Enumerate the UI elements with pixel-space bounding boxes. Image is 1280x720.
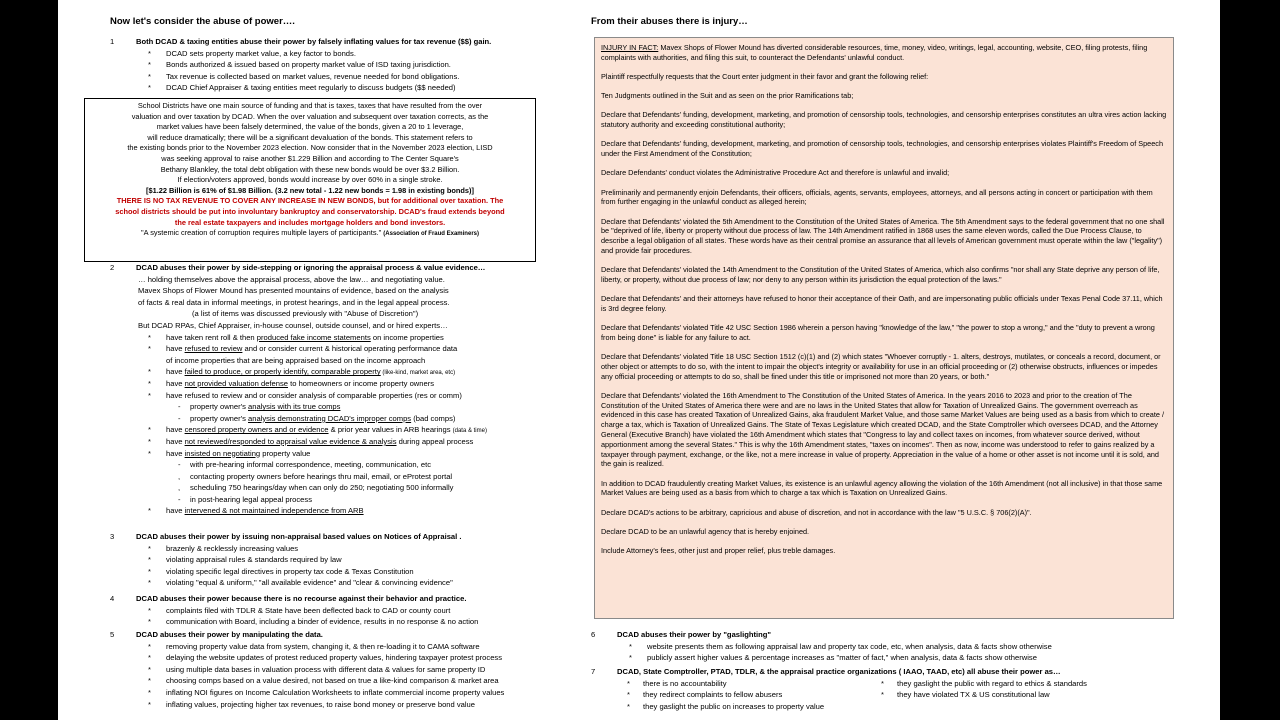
bullet-icon: * — [148, 566, 151, 576]
section-number: 3 — [110, 532, 115, 541]
bullet-icon: * — [148, 436, 151, 446]
section-line: (a list of items was discussed previously with "Abuse of Discretion") — [192, 309, 419, 319]
relief-paragraph: Ten Judgments outlined in the Suit and as seen on the prior Ramifications tab; — [601, 91, 854, 101]
section-number: 6 — [591, 630, 596, 639]
bullet-icon: * — [627, 701, 630, 711]
injury-label: INJURY IN FACT: — [601, 43, 659, 52]
section-3 — [110, 531, 580, 589]
bullet-icon: * — [148, 699, 151, 709]
injury-paragraph — [601, 43, 1167, 63]
box-line: the existing bonds prior to the November 2023 election. Now consider that in the November 2023 election, LISD — [127, 143, 493, 153]
left-heading: Now let's consider the abuse of power…. — [110, 16, 295, 27]
bullet-text: they gaslight the public on increases to property value — [643, 701, 825, 711]
bullet-text: inflating NOI figures on Income Calculation Worksheets to inflate commercial income property values — [166, 687, 505, 697]
bullet-text: brazenly & recklessly increasing values — [166, 543, 299, 553]
bullet-text: DCAD Chief Appraiser & taxing entities meet regularly to discuss budgets ($$ needed) — [166, 83, 456, 93]
relief-paragraph: Declare that Defendants' funding, development, marketing, and promotion of censorship tools, technologies, and censorship enterprises constitutes an ultra vires action lacking statutory authority and exceeding constitutional authority; — [601, 110, 1167, 130]
bullet-text: have insisted on negotiating property value — [166, 448, 311, 458]
bullet-text: have refused to review and or consider analysis of comparable properties (res or comm) — [166, 390, 462, 400]
bullet-text: removing property value data from system, changing it, & then re-loading it to CAMA software — [166, 641, 480, 651]
section-5 — [110, 629, 580, 710]
relief-paragraph: Declare that Defendants' and their attorneys have refused to honor their acceptance of their Oath, and are impersonating public officials under Texas Penal Code 37.11, which is 3rd degree felony. — [601, 294, 1163, 313]
bullet-icon: * — [148, 664, 151, 674]
relief-paragraph: Declare that Defendants' violated Title 18 USC Section 1512 (c)(1) and (2) which states "Whoever corruptly - 1. alters, destroys, mutilates, or conceals a record, document, or other object or attempts to do so, with the intent to impair the object's integrity or availability for use in an official proceeding or (2) otherwise obstructs, influences or impedes any official proceeding or attempts to do so, shall be fined under this title or imprisoned not more than 20 years, or both." — [601, 352, 1161, 381]
bullet-icon: * — [148, 425, 151, 435]
section-line: … holding themselves above the appraisal process, above the law… and negotiating value. — [138, 274, 445, 284]
quote-text: "A systemic creation of corruption requires multiple layers of participants." — [141, 228, 382, 238]
dash-icon: - — [178, 460, 181, 470]
bullet-text: violating "equal & uniform," "all available evidence" and "clear & convincing evidence" — [166, 578, 453, 588]
section-7 — [591, 666, 1191, 712]
dash-icon: - — [178, 413, 181, 423]
bullet-text: violating specific legal directives in property tax code & Texas Constitution — [166, 566, 414, 576]
relief-paragraph: Include Attorney's fees, other just and proper relief, plus treble damages. — [601, 545, 836, 555]
bullet-icon: * — [148, 71, 151, 81]
bullet-continuation: of income properties that are being appraised based on the income approach — [166, 355, 426, 365]
bullet-icon: * — [627, 690, 630, 700]
box-line: will reduce dramatically; there will be a significant devaluation of the bonds. This statement refers to — [147, 132, 473, 142]
bullet-text: Tax revenue is collected based on market values, revenue needed for bond obligations. — [166, 71, 460, 81]
section-number: 1 — [110, 37, 115, 46]
bullet-icon: * — [148, 605, 151, 615]
box-line: was seeking approval to raise another $1.229 Billion and according to The Center Square's — [161, 153, 459, 163]
bullet-text: DCAD sets property market value, a key factor to bonds. — [166, 48, 356, 58]
bullet-text: have not reviewed/responded to appraisal value evidence & analysis during appeal process — [166, 436, 474, 446]
bullet-icon: * — [148, 83, 151, 93]
quote-source: (Association of Fraud Examiners) — [383, 231, 479, 238]
section-number: 4 — [110, 594, 115, 603]
box-red-line: school districts should be put into involuntary bankruptcy and conservatorship. DCAD's fraud extends beyond — [115, 206, 505, 216]
bullet-text: have intervened & not maintained independence from ARB — [166, 506, 364, 516]
bullet-icon: * — [148, 617, 151, 627]
sub-bullet-text: property owner's analysis with its true comps — [190, 402, 341, 412]
relief-paragraph: Declare that Defendants' funding, development, marketing, and promotion of censorship tools, technologies, and censorship enterprises violates Plaintiff's Freedom of Speech under the First Amendment of the Constitution; — [601, 139, 1163, 159]
box-red-line: THERE IS NO TAX REVENUE TO COVER ANY INCREASE IN NEW BONDS, but for additional over taxation. The — [116, 196, 504, 206]
bullet-icon: * — [881, 690, 884, 700]
relief-paragraph: Declare that Defendants' violated the 16th Amendment to The Constitution of the United States of America. In the years 2016 to 2023 and prior to the creation of The Constitution of the United States of America there were and are no laws in the United States that allow for Taxation of Unrealized Gains. The government overreach as evidenced in this case has created Taxation of Unrealized Gains, aka fraudulent Market Value, and those same Market Values are being used as a basis from which to create / charge a tax, which is Taxation of Unrealized Gains. The State of Texas Legislature which created DCAD, and the State Comptroller which oversees DCAD, and the Attorney General (Executive Branch) have violated the 16th Amendment which states that "Congress to lay and collect taxes on incomes, from whatever source derived, without apportionment among the several States." This is why the 16th Amendment states, "taxes on incomes". Then as now, income was understood to refer to gains realized by a taxpayer through payment, exchange, or the like, not a mere increase in value of property. Appreciation in the value of a home or other asset is not income until it is sold, and the gain is realized. — [601, 390, 1164, 469]
relief-paragraph: In addition to DCAD fraudulently creating Market Values, its existence is an unlawful agency allowing the violation of the 16th Amendment (not all inclusive) in that those same Market Values are being used as a basis from which to charge a tax which is Taxation on Unrealized Gains. — [601, 478, 1163, 498]
section-title: DCAD abuses their power by "gaslighting" — [617, 630, 772, 639]
bullet-icon: * — [881, 678, 884, 688]
box-line: valuation and over taxation by DCAD. When the over valuation and subsequent over taxation corrects, as the — [131, 111, 489, 121]
sub-bullet-text: in post-hearing legal appeal process — [190, 494, 313, 504]
bullet-text: communication with Board, including a binder of evidence, results in no response & no action — [166, 617, 479, 627]
dash-icon: - — [178, 402, 181, 412]
sub-bullet-text: contacting property owners before hearings thru mail, email, or eProtest portal — [190, 471, 453, 481]
section-title: DCAD abuses their power by issuing non-appraisal based values on Notices of Appraisal . — [136, 532, 462, 541]
bullet-icon: * — [148, 367, 151, 377]
bullet-icon: * — [148, 687, 151, 697]
bullet-icon: * — [148, 543, 151, 553]
bullet-icon: * — [148, 344, 151, 354]
bullet-icon: * — [627, 678, 630, 688]
relief-paragraph: Declare that Defendants' violated the 5th Amendment to the Constitution of the United States of America. The 5th Amendment says to the federal government that no one shall be "deprived of life, liberty or property without due process of law. The 14th Amendment ratified in 1868 uses the same eleven words, called the Due Process Clause, to describe a legal obligation of all states. These words have as their central promise an assurance that all levels of American government must operate within the law ("legality") and provide fair procedures. — [601, 216, 1165, 255]
bullet-icon: * — [148, 60, 151, 70]
section-title: Both DCAD & taxing entities abuse their power by falsely inflating values for tax revenue ($$) gain. — [136, 37, 492, 46]
bullet-text: Bonds authorized & issued based on property market value of ISD taxing jurisdiction. — [166, 60, 451, 70]
box-line: School Districts have one main source of funding and that is taxes, taxes that have resulted from the over — [137, 101, 483, 110]
bullet-text: using multiple data bases in valuation process with different data & values for same property ID — [166, 664, 486, 674]
section-number: 2 — [110, 263, 115, 272]
bullet-text: they gaslight the public with regard to ethics & standards — [897, 678, 1087, 688]
relief-paragraph: Declare that Defendants' violated Title 42 USC Section 1986 wherein a person having "knowledge of the law," "the power to stop a wrong," and the "duty to prevent a wrong from being done" is liable for any failure to act. — [601, 323, 1155, 342]
sub-bullet-text: with pre-hearing informal correspondence, meeting, communication, etc — [190, 460, 432, 470]
relief-paragraph: Preliminarily and permanently enjoin Defendants, their officers, officials, agents, servants, employees, attorneys, and all persons acting in concert or participation with them from further engaging in the unlawful conduct as alleged herein; — [601, 187, 1153, 207]
relief-paragraph: Plaintiff respectfully requests that the Court enter judgment in their favor and grant the following relief: — [601, 71, 929, 81]
bullet-text: have not provided valuation defense to homeowners or income property owners — [166, 378, 435, 388]
bullet-text: they have violated TX & US constitutional law — [897, 690, 1050, 700]
box-calc: [$1.22 Billion is 61% of $1.98 Billion. (3.2 new total - 1.22 new bonds = 1.98 in existing bonds)] — [146, 185, 474, 195]
bullet-text: violating appraisal rules & standards required by law — [166, 555, 342, 565]
dash-icon: - — [178, 494, 181, 504]
section-title: DCAD, State Comptroller, PTAD, TDLR, & the appraisal practice organizations ( IAAO, TAAD, etc) all abuse their power as… — [617, 667, 1061, 676]
section-line: of facts & real data in informal meetings, in protest hearings, and in the legal appeal process. — [138, 297, 450, 307]
relief-paragraph: Declare that Defendants' violated the 14th Amendment to the Constitution of the United States of America, which also confirms "nor shall any State deprive any person of life, liberty, or property, without due process of law; nor deny to any person within its jurisdiction the equal protection of the laws." — [601, 265, 1160, 284]
bullet-text: there is no accountability — [643, 678, 727, 688]
relief-paragraph: Declare DCAD to be an unlawful agency that is hereby enjoined. — [601, 526, 810, 536]
bullet-icon: * — [148, 506, 151, 516]
dash-icon: , — [178, 471, 181, 481]
bond-callout-box — [84, 98, 536, 262]
section-title: DCAD abuses their power by side-stepping or ignoring the appraisal process & value evidence… — [136, 263, 486, 272]
section-line: But DCAD RPAs, Chief Appraiser, in-house counsel, outside counsel, and or hired experts… — [138, 320, 448, 330]
box-line: If election/voters approved, bonds would increase by over 60% in a single stroke. — [177, 175, 443, 185]
bullet-icon: * — [629, 653, 632, 663]
relief-paragraph: Declare DCAD's actions to be arbitrary, capricious and abuse of discretion, and not in accordance with the law "5 U.S.C. § 706(2)(A)". — [601, 507, 1032, 517]
section-1 — [110, 36, 580, 94]
bullet-text: have failed to produce, or properly identify, comparable property (like-kind, market area, etc) — [166, 367, 456, 377]
section-line: Mavex Shops of Flower Mound has presented mountains of evidence, based on the analysis — [138, 286, 449, 296]
section-6 — [591, 629, 1191, 664]
bullet-icon: * — [148, 653, 151, 663]
section-title: DCAD abuses their power because there is no recourse against their behavior and practice. — [136, 594, 467, 603]
box-quote — [85, 228, 535, 240]
bullet-icon: * — [148, 448, 151, 458]
section-2 — [110, 262, 580, 517]
bullet-text: have taken rent roll & then produced fake income statements on income properties — [166, 332, 444, 342]
bullet-text: inflating values, projecting higher tax revenues, to raise bond money or preserve bond value — [166, 699, 475, 709]
section-number: 5 — [110, 630, 115, 639]
section-number: 7 — [591, 667, 596, 676]
bullet-icon: * — [148, 378, 151, 388]
relief-box — [594, 37, 1174, 619]
bullet-text: have refused to review and or consider current & historical operating performance data — [166, 344, 458, 354]
bullet-icon: * — [148, 48, 151, 58]
bullet-text: publicly assert higher values & percentage increases as "matter of fact," when analysis, data & facts show otherwise — [647, 653, 1037, 663]
box-line: market values have been falsely determined, the value of the bonds, given a 20 to 1 leverage, — [156, 122, 464, 132]
dash-icon: , — [178, 483, 181, 493]
bullet-icon: * — [148, 641, 151, 651]
bullet-icon: * — [629, 641, 632, 651]
bullet-icon: * — [148, 555, 151, 565]
bullet-icon: * — [148, 578, 151, 588]
bullet-text: complaints filed with TDLR & State have been deflected back to CAD or county court — [166, 605, 451, 615]
bullet-text: they redirect complaints to fellow abusers — [643, 690, 783, 700]
sub-bullet-text: property owner's analysis demonstrating DCAD's improper comps (bad comps) — [190, 413, 456, 423]
bullet-text: have censored property owners and or evidence & prior year values in ARB hearings (data & time) — [166, 425, 487, 435]
bullet-icon: * — [148, 390, 151, 400]
bullet-text: delaying the website updates of protest reduced property values, hindering taxpayer protest process — [166, 653, 503, 663]
box-line: Bethany Blankley, the total debt obligation with these new bonds would be over $3.2 Billion. — [160, 164, 460, 174]
bullet-text: choosing comps based on a value desired, not based on true a like-kind comparison & market area — [166, 676, 499, 686]
bullet-icon: * — [148, 332, 151, 342]
injury-text: Mavex Shops of Flower Mound has diverted considerable resources, time, money, video, writings, legal, accounting, website, CEO, filing protests, filing complaints with authorities, and filing this suit, to counteract the Defendants' unlawful conduct. — [601, 43, 1148, 62]
bullet-icon: * — [148, 676, 151, 686]
bullet-text: website presents them as following appraisal law and property tax code, etc, when analysis, data & facts show otherwise — [647, 641, 1052, 651]
section-4 — [110, 593, 580, 628]
sub-bullet-text: scheduling 750 hearings/day when can only do 250; negotiating 500 informally — [190, 483, 454, 493]
relief-paragraph: Declare Defendants' conduct violates the Administrative Procedure Act and therefore is unlawful and invalid; — [601, 168, 950, 178]
right-heading: From their abuses there is injury… — [591, 16, 748, 27]
section-title: DCAD abuses their power by manipulating the data. — [136, 630, 323, 639]
slide-page — [58, 0, 1220, 720]
box-red-line: the real estate taxpayers and includes mortgage holders and bond investors. — [174, 217, 446, 227]
